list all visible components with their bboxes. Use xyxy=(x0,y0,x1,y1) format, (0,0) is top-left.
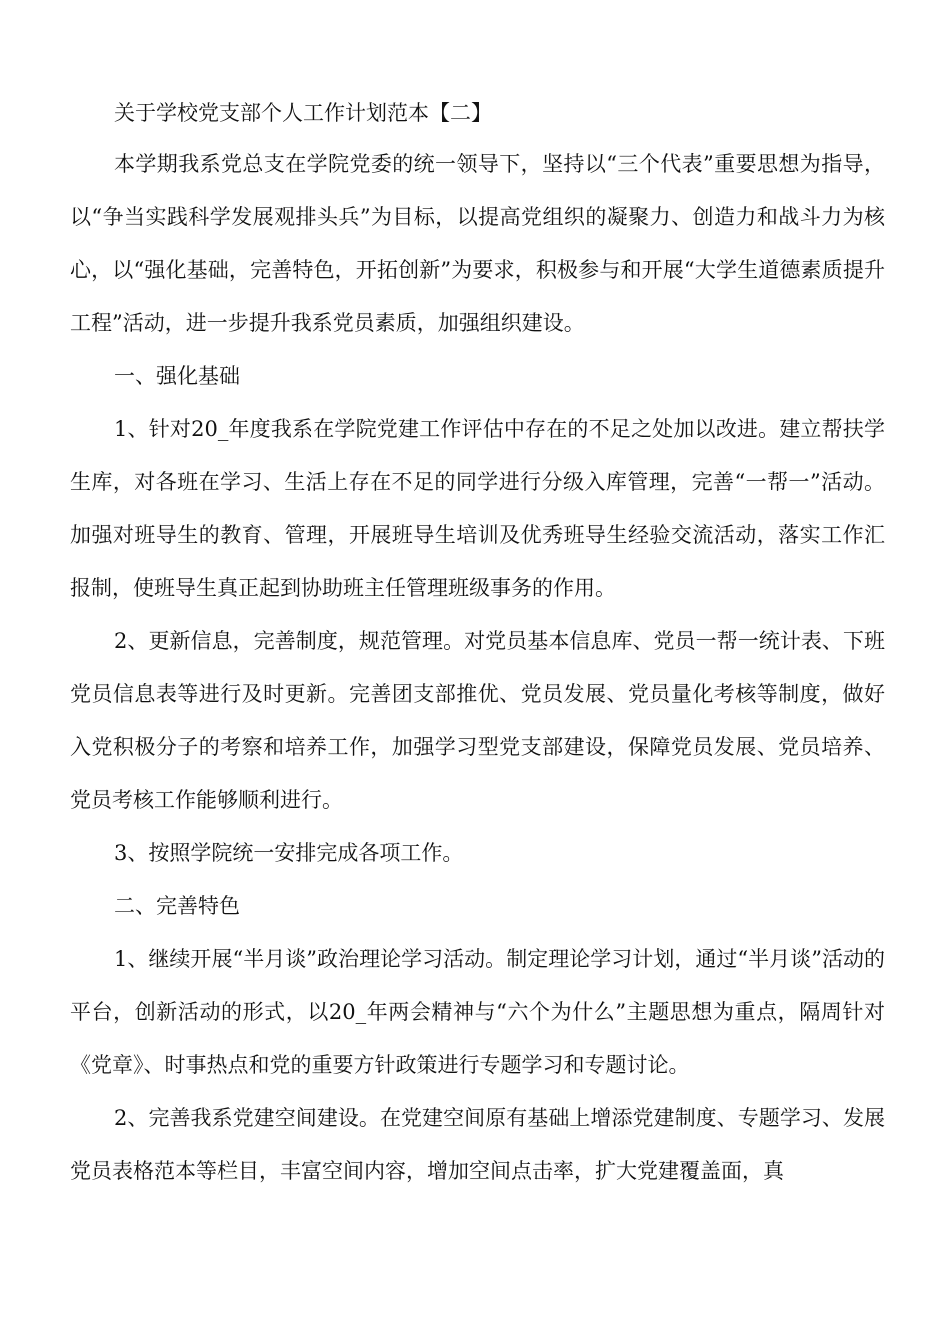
section-heading-2: 二、完善特色 xyxy=(114,894,240,918)
section1-item-3: 3、按照学院统一安排完成各项工作。 xyxy=(114,841,464,865)
section1-item-2: 2、更新信息，完善制度，规范管理。对党员基本信息库、党员一帮一统计表、下班党员信息表等进行及时更新。完善团支部推优、党员发展、党员量化考核等制度，做好入党积极分子的考察和培养工作，加强学习型党支部建设，保障党员发展、党员培养、党员考核工作能够顺利进行。 xyxy=(70,629,885,812)
intro-paragraph: 本学期我系党总支在学院党委的统一领导下，坚持以“三个代表”重要思想为指导，以“争当实践科学发展观排头兵”为目标，以提高党组织的凝聚力、创造力和战斗力为核心，以“强化基础，完善特色，开拓创新”为要求，积极参与和开展“大学生道德素质提升工程”活动，进一步提升我系党员素质，加强组织建设。 xyxy=(70,152,885,335)
section1-item-1: 1、针对20_年度我系在学院党建工作评估中存在的不足之处加以改进。建立帮扶学生库，对各班在学习、生活上存在不足的同学进行分级入库管理，完善“一帮一”活动。加强对班导生的教育、管理，开展班导生培训及优秀班导生经验交流活动，落实工作汇报制，使班导生真正起到协助班主任管理班级事务的作用。 xyxy=(70,417,885,600)
section-heading-1: 一、强化基础 xyxy=(114,364,240,388)
document-body xyxy=(70,88,885,1198)
section2-item-2: 2、完善我系党建空间建设。在党建空间原有基础上增添党建制度、专题学习、发展党员表格范本等栏目，丰富空间内容，增加空间点击率，扩大党建覆盖面，真 xyxy=(70,1106,885,1183)
section2-item-1: 1、继续开展“半月谈”政治理论学习活动。制定理论学习计划，通过“半月谈”活动的平台，创新活动的形式，以20_年两会精神与“六个为什么”主题思想为重点，隔周针对《党章》、时事热点和党的重要方针政策进行专题学习和专题讨论。 xyxy=(70,947,885,1077)
document-title: 关于学校党支部个人工作计划范本【二】 xyxy=(114,101,492,125)
